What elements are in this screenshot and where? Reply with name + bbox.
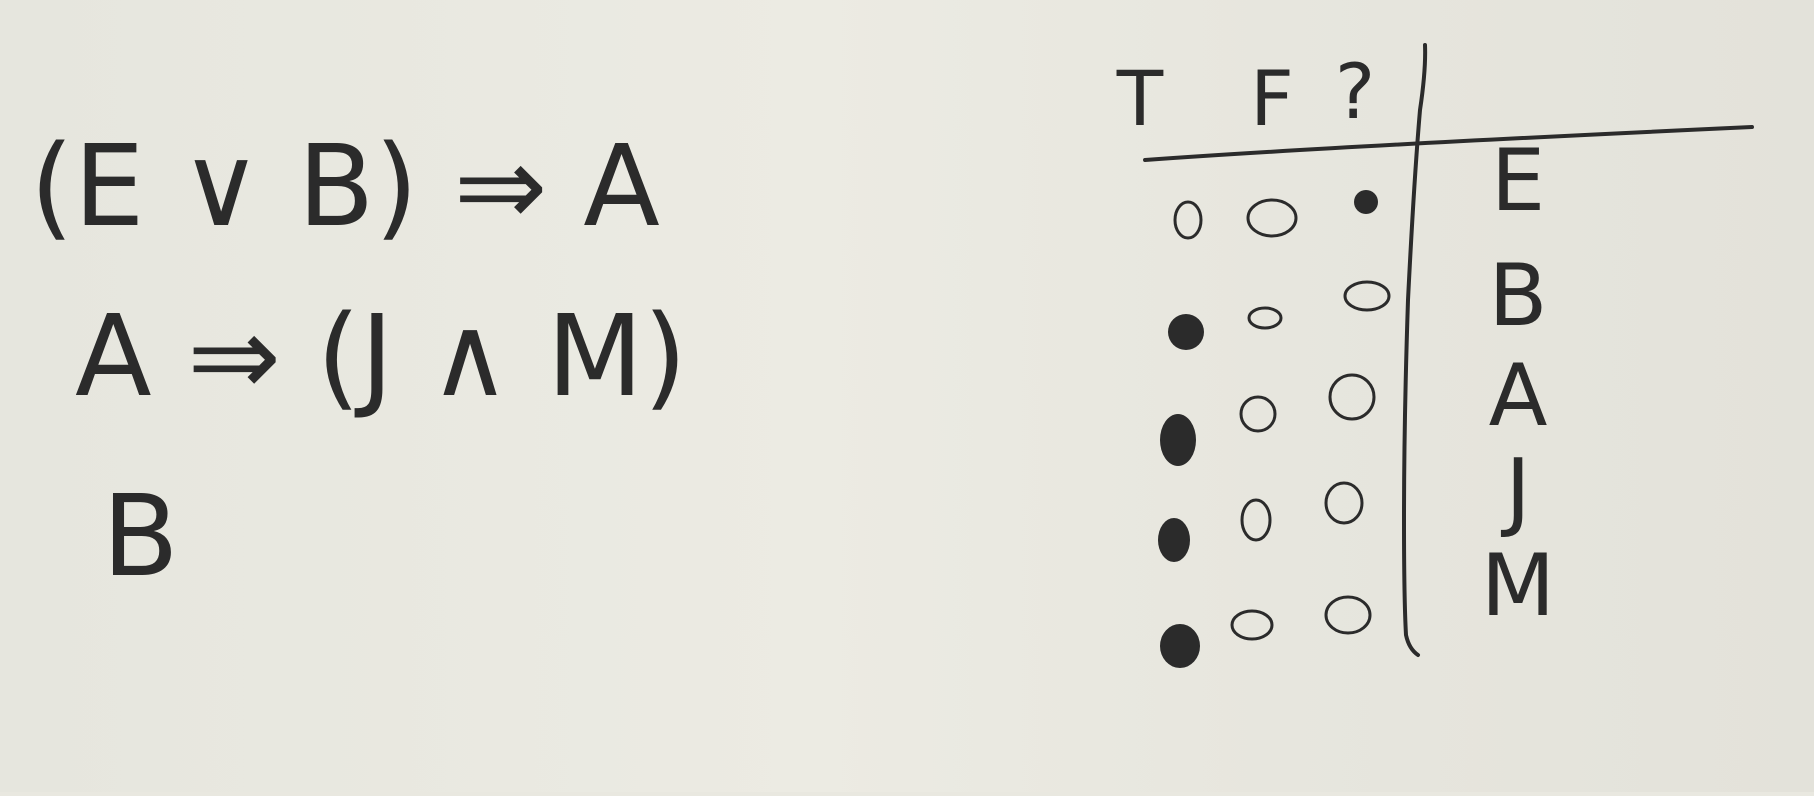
bubble-unknown-empty [1330,375,1374,419]
row-b-marks [1168,282,1389,350]
header-false: F [1250,54,1294,143]
bubble-t-filled [1168,314,1204,350]
column-divider-line [1404,45,1425,655]
bubble-t-filled [1158,518,1190,562]
truth-table [1116,45,1752,668]
variable-label-a: A [1488,346,1548,446]
bubble-f-empty [1241,397,1275,431]
bubble-t-empty [1175,202,1201,238]
variable-label-j: J [1505,441,1531,541]
formula-line-1: (E ∨ B) ⇒ A [30,122,660,252]
row-e-marks [1175,190,1378,238]
formula-set [30,122,687,602]
variable-label-e: E [1490,131,1546,231]
bubble-f-empty [1249,308,1281,328]
bubble-f-empty [1248,200,1296,236]
bubble-t-filled [1160,624,1200,668]
variable-label-m: M [1480,536,1556,636]
formula-line-3: B [102,472,179,602]
variable-label-b: B [1488,246,1548,346]
row-m-marks [1160,597,1370,668]
header-true: T [1116,54,1164,143]
bubble-t-filled [1160,414,1196,466]
bubble-unknown-empty [1345,282,1389,310]
header-divider-line [1145,127,1752,160]
bubble-f-empty [1232,611,1272,639]
bubble-unknown-empty [1326,597,1370,633]
bubble-unknown-filled [1354,190,1378,214]
formula-line-2: A ⇒ (J ∧ M) [75,292,687,422]
bubble-f-empty [1242,500,1270,540]
bubble-unknown-empty [1326,483,1362,523]
row-j-marks [1158,483,1362,562]
row-a-marks [1160,375,1374,466]
header-unknown: ? [1334,47,1376,136]
